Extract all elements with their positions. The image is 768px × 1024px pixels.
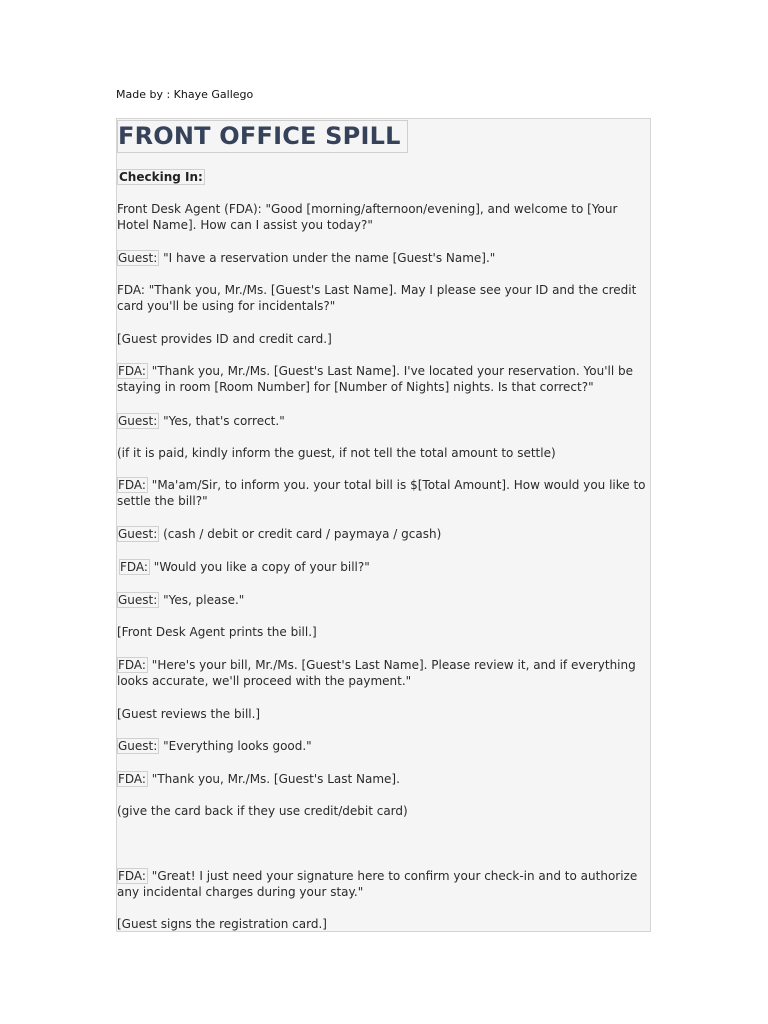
section-heading: Checking In: bbox=[119, 170, 203, 184]
author-credit: Made by : Khaye Gallego bbox=[116, 88, 254, 101]
dialogue-line bbox=[117, 738, 647, 754]
document-page bbox=[116, 118, 651, 932]
document-title: FRONT OFFICE SPILL bbox=[117, 120, 408, 153]
line-text: "Ma'am/Sir, to inform you. your total bill is $[Total Amount]. How would you like to settle the bill?" bbox=[117, 478, 646, 508]
line-text: Front Desk Agent (FDA): "Good [morning/afternoon/evening], and welcome to [Your Hotel Name]. How can I assist you today?" bbox=[117, 202, 618, 232]
line-text: "Great! I just need your signature here to confirm your check-in and to authorize any incidental charges during your stay." bbox=[117, 869, 638, 899]
line-text: "Yes, please." bbox=[159, 593, 245, 607]
line-text: (cash / debit or credit card / paymaya / gcash) bbox=[159, 527, 442, 541]
line-text: "Everything looks good." bbox=[159, 739, 312, 753]
dialogue-line bbox=[117, 592, 647, 608]
dialogue-line bbox=[119, 559, 649, 575]
dialogue-line bbox=[117, 363, 647, 395]
line-text: "Thank you, Mr./Ms. [Guest's Last Name]. bbox=[147, 772, 400, 786]
dialogue-line bbox=[117, 201, 647, 233]
line-text: "Thank you, Mr./Ms. [Guest's Last Name]. I've located your reservation. You'll be staying in room [Room Number] for [Number of Nights] nights. Is that correct?" bbox=[117, 364, 633, 394]
speaker-label: Guest: bbox=[118, 739, 158, 753]
dialogue-line bbox=[117, 526, 647, 542]
line-text: [Guest signs the registration card.] bbox=[117, 917, 327, 931]
line-text: [Front Desk Agent prints the bill.] bbox=[117, 625, 317, 639]
speaker-label: Guest: bbox=[118, 251, 158, 265]
dialogue-line bbox=[117, 477, 647, 509]
line-text: "I have a reservation under the name [Guest's Name]." bbox=[159, 251, 496, 265]
line-text: "Yes, that's correct." bbox=[159, 414, 285, 428]
line-text: "Would you like a copy of your bill?" bbox=[149, 560, 370, 574]
speaker-label: FDA: bbox=[120, 560, 148, 574]
dialogue-line bbox=[117, 331, 647, 347]
speaker-label: Guest: bbox=[118, 414, 158, 428]
speaker-label: Guest: bbox=[118, 593, 158, 607]
dialogue-line bbox=[117, 250, 647, 266]
dialogue-line bbox=[117, 868, 647, 900]
dialogue-line bbox=[117, 413, 647, 429]
speaker-label: FDA: bbox=[118, 772, 146, 786]
dialogue-line bbox=[117, 803, 647, 819]
line-text: FDA: "Thank you, Mr./Ms. [Guest's Last Name]. May I please see your ID and the credit card you'll be using for incidentals?" bbox=[117, 283, 637, 313]
dialogue-line bbox=[117, 445, 647, 461]
line-text: "Here's your bill, Mr./Ms. [Guest's Last Name]. Please review it, and if everything looks accurate, we'll proceed with the payment." bbox=[117, 658, 636, 688]
dialogue-line bbox=[117, 624, 647, 640]
dialogue-line bbox=[117, 771, 647, 787]
line-text: [Guest provides ID and credit card.] bbox=[117, 332, 332, 346]
line-text: [Guest reviews the bill.] bbox=[117, 707, 261, 721]
dialogue-line bbox=[117, 657, 647, 689]
speaker-label: FDA: bbox=[118, 364, 146, 378]
speaker-label: Guest: bbox=[118, 527, 158, 541]
line-text: (give the card back if they use credit/debit card) bbox=[117, 804, 408, 818]
dialogue-line bbox=[117, 282, 647, 314]
dialogue-line bbox=[117, 916, 647, 932]
line-text: (if it is paid, kindly inform the guest, if not tell the total amount to settle) bbox=[117, 446, 556, 460]
speaker-label: FDA: bbox=[118, 658, 146, 672]
speaker-label: FDA: bbox=[118, 478, 146, 492]
dialogue-line bbox=[117, 706, 647, 722]
speaker-label: FDA: bbox=[118, 869, 146, 883]
